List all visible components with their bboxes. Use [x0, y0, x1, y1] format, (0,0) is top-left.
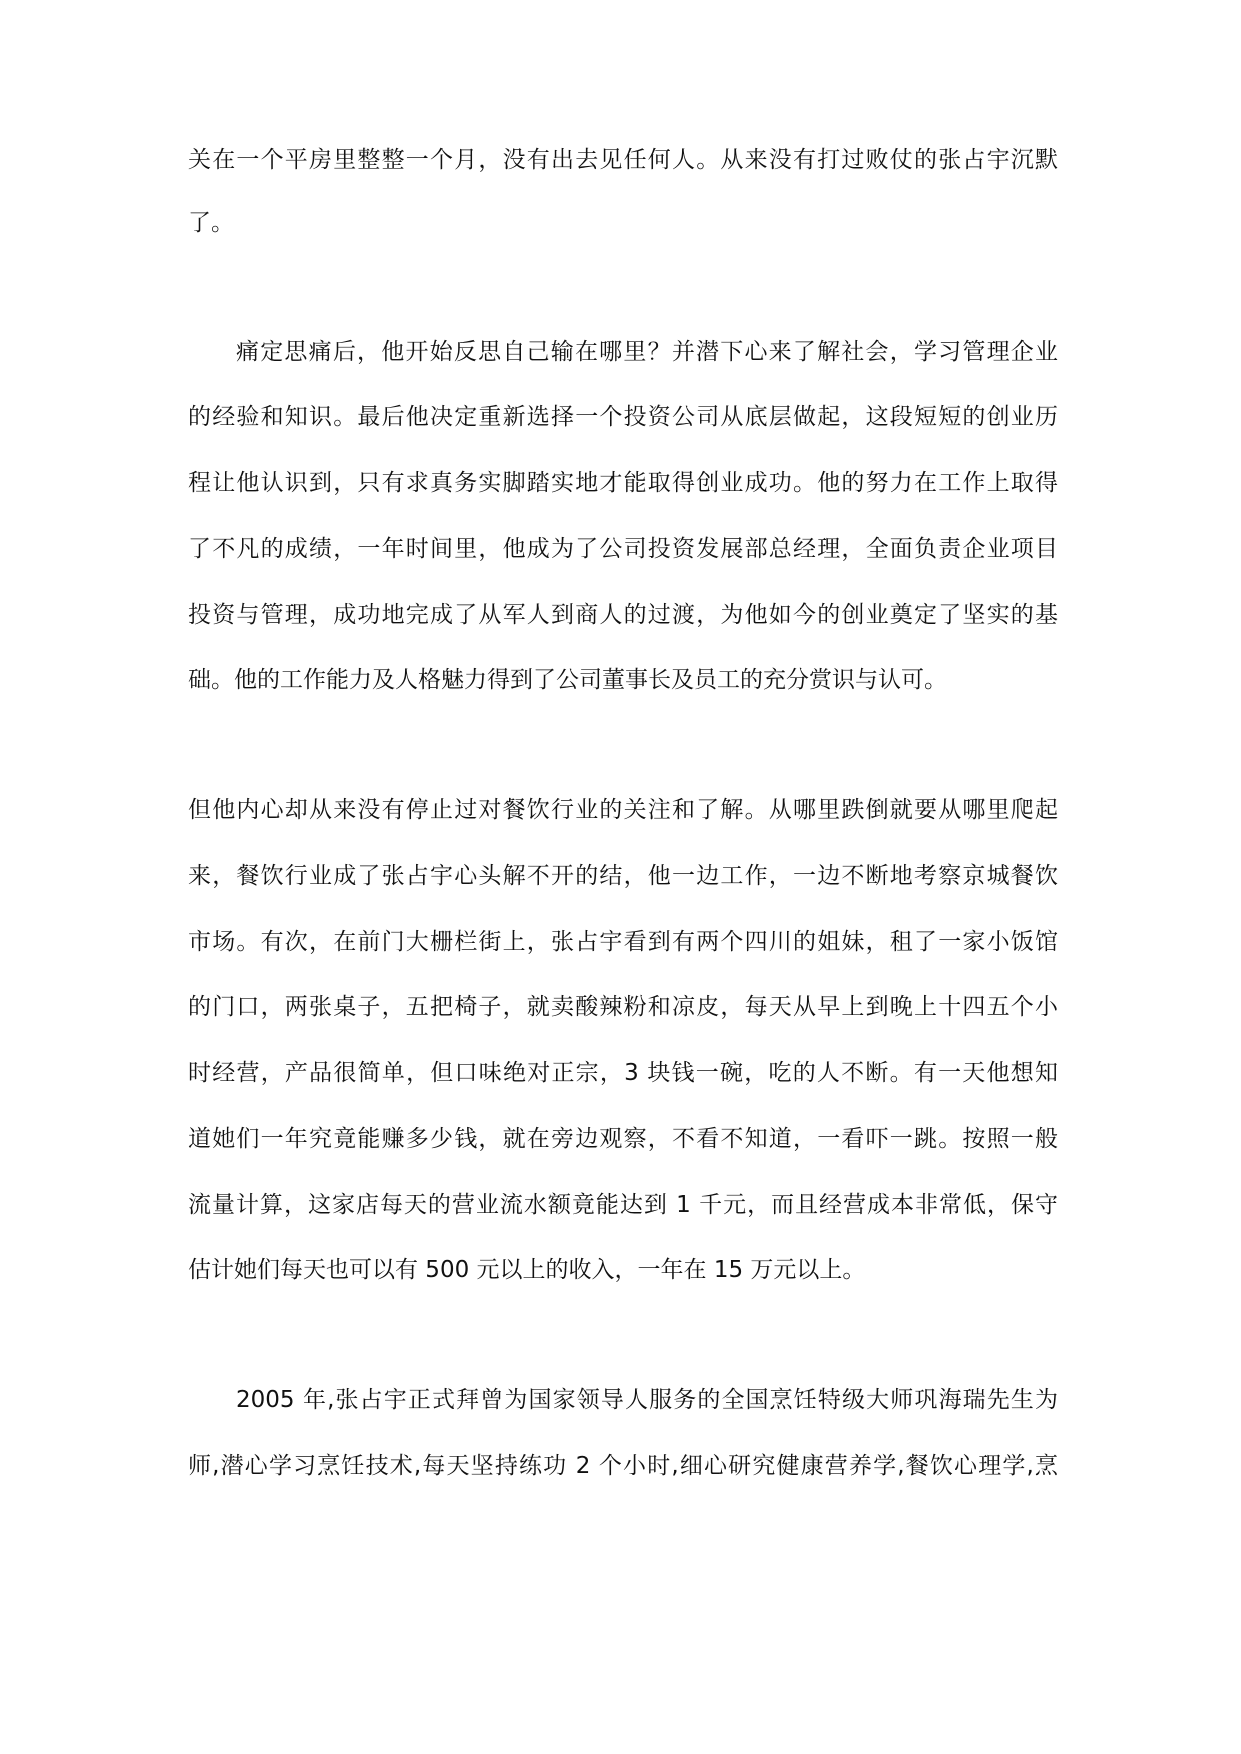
text-line-2: 了。	[188, 210, 234, 236]
text-line-13: 时经营，产品很简单，但口味绝对正宗，3 块钱一碗，吃的人不断。有一天他想知	[188, 1060, 1058, 1086]
text-line-18: 师,潜心学习烹饪技术,每天坚持练功 2 个小时,细心研究健康营养学,餐饮心理学,烹	[188, 1453, 1058, 1479]
text-line-12: 的门口，两张桌子，五把椅子，就卖酸辣粉和凉皮，每天从早上到晚上十四五个小	[188, 994, 1058, 1020]
text-line-14: 道她们一年究竟能赚多少钱，就在旁边观察，不看不知道，一看吓一跳。按照一般	[188, 1126, 1058, 1152]
text-line-16: 估计她们每天也可以有 500 元以上的收入，一年在 15 万元以上。	[188, 1257, 866, 1283]
text-line-11: 市场。有次，在前门大栅栏街上，张占宇看到有两个四川的姐妹，租了一家小饭馆	[188, 929, 1058, 955]
text-line-17: 2005 年,张占宇正式拜曾为国家领导人服务的全国烹饪特级大师巩海瑞先生为	[236, 1387, 1058, 1413]
text-line-15: 流量计算，这家店每天的营业流水额竟能达到 1 千元，而且经营成本非常低，保守	[188, 1192, 1058, 1218]
text-line-9: 但他内心却从来没有停止过对餐饮行业的关注和了解。从哪里跌倒就要从哪里爬起	[188, 797, 1058, 823]
text-line-8: 础。他的工作能力及人格魅力得到了公司董事长及员工的充分赏识与认可。	[188, 667, 947, 693]
text-line-5: 程让他认识到，只有求真务实脚踏实地才能取得创业成功。他的努力在工作上取得	[188, 470, 1058, 496]
text-line-3: 痛定思痛后，他开始反思自己输在哪里？并潜下心来了解社会，学习管理企业	[236, 339, 1058, 365]
text-line-6: 了不凡的成绩，一年时间里，他成为了公司投资发展部总经理，全面负责企业项目	[188, 536, 1058, 562]
text-line-4: 的经验和知识。最后他决定重新选择一个投资公司从底层做起，这段短短的创业历	[188, 404, 1058, 430]
text-line-7: 投资与管理，成功地完成了从军人到商人的过渡，为他如今的创业奠定了坚实的基	[188, 602, 1058, 628]
text-line-10: 来，餐饮行业成了张占宇心头解不开的结，他一边工作，一边不断地考察京城餐饮	[188, 863, 1058, 889]
text-line-1: 关在一个平房里整整一个月，没有出去见任何人。从来没有打过败仗的张占宇沉默	[188, 147, 1058, 173]
